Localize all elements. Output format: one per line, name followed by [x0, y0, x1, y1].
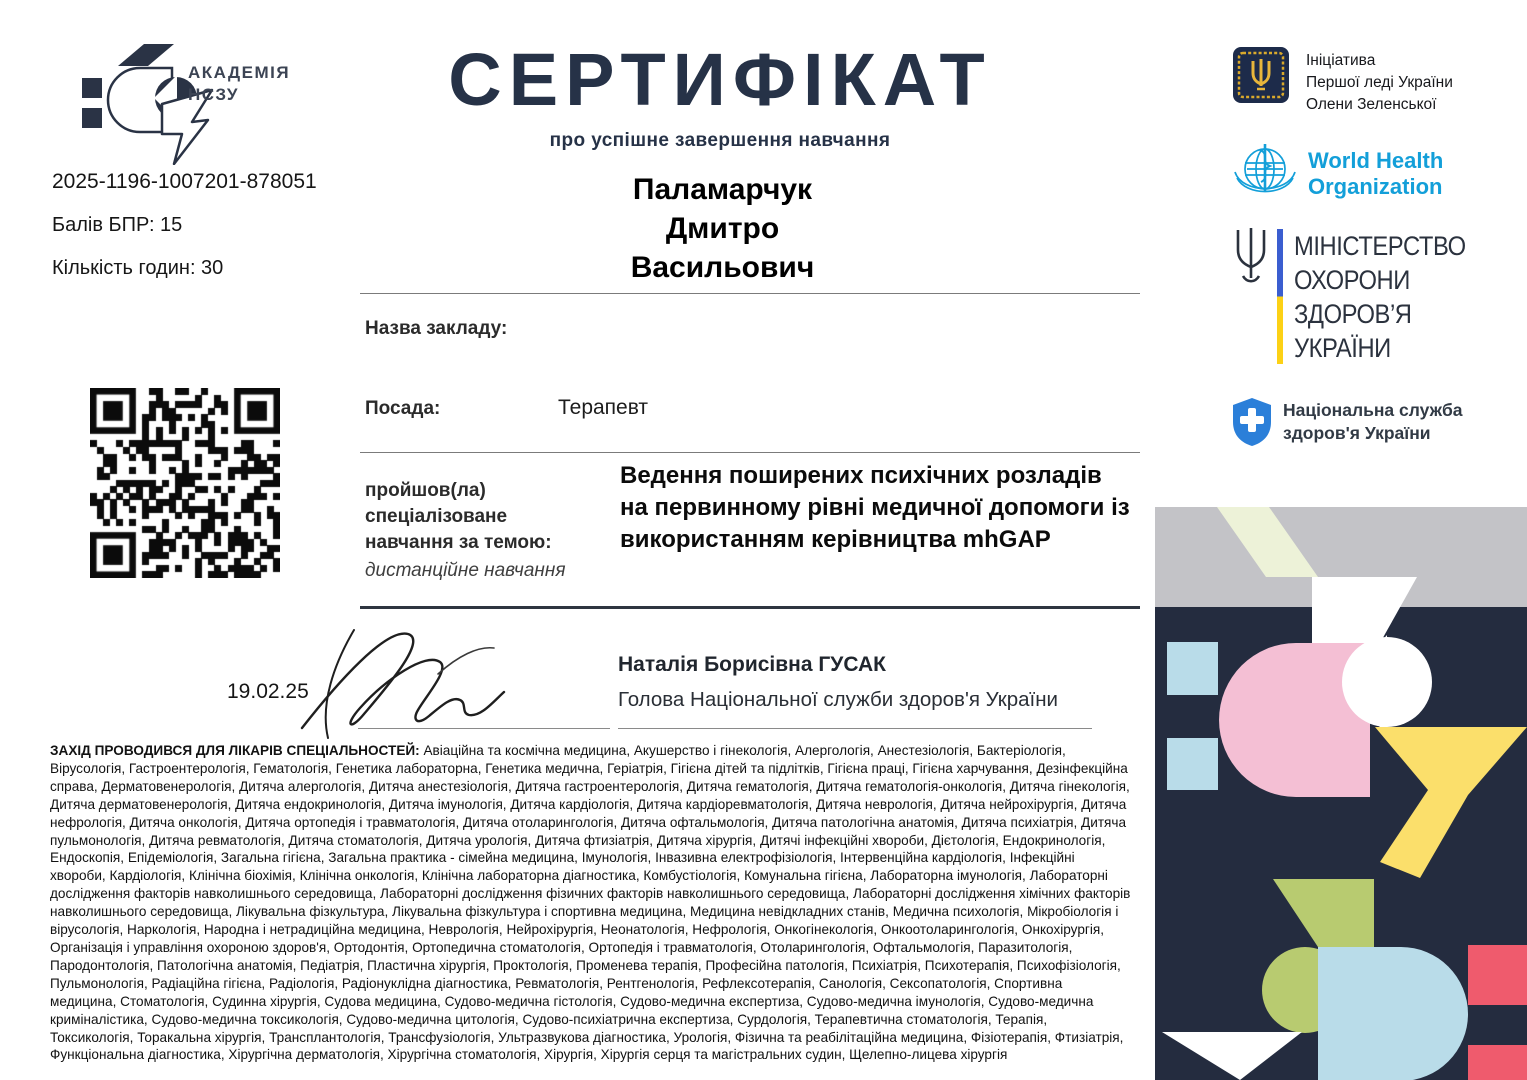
brand-artwork-graphic	[1155, 507, 1527, 1080]
who-emblem-icon	[1228, 136, 1302, 210]
academy-logo-text	[188, 62, 290, 106]
recipient-name	[440, 170, 1005, 287]
nszu-line2: здоров'я України	[1283, 423, 1431, 443]
moh-logo-text	[1294, 229, 1466, 365]
first-lady-line3: Олени Зеленської	[1306, 96, 1437, 113]
bpr-points: Балів БПР: 15	[52, 214, 183, 236]
signature-underline	[358, 728, 610, 729]
divider-under-name	[360, 293, 1140, 294]
divider-under-position	[360, 452, 1140, 453]
specialties-paragraph	[50, 742, 1132, 1064]
training-label: пройшов(ла) спеціалізоване навчання за темою:	[365, 480, 552, 553]
brand-artwork	[1155, 507, 1527, 1080]
moh-trident-icon	[1230, 226, 1272, 292]
qr-code	[90, 388, 280, 583]
first-lady-line1: Ініціатива	[1306, 52, 1376, 69]
nszu-logo-text	[1283, 399, 1463, 445]
recipient-first-name: Дмитро	[665, 212, 780, 245]
academy-logo-line2: НСЗУ	[188, 85, 239, 104]
certificate-title: СЕРТИФІКАТ	[448, 38, 992, 121]
moh-line2: ОХОРОНИ	[1294, 265, 1410, 295]
position-value: Терапевт	[558, 396, 649, 419]
specialties-list: Авіаційна та космічна медицина, Акушерство і гінекологія, Алергологія, Анестезіологія, Бактеріологія, Вірусологія, Гастроентерологія, Гематологія, Генетика лабораторна, Генетика медична, Геріатрія, Гігієна дітей та підлітків, Гігієна праці, Гігієна харчування, Дезінфекційна справа, Дерматовенерологія, Дитяча алергологія, Дитяча анестезіологія, Дитяча гастроентерологія, Дитяча гематологія, Дитяча гематологія-онкологія, Дитяча гінекологія, Дитяча дерматовенерологія, Дитяча ендокринологія, Дитяча імунологія, Дитяча кардіологія, Дитяча кардіоревматологія, Дитяча неврологія, Дитяча нейрохірургія, Дитяча нефрологія, Дитяча онкологія, Дитяча ортопедія і травматологія, Дитяча отоларингологія, Дитяча офтальмологія, Дитяча патологічна анатомія, Дитяча психіатрія, Дитяча пульмонологія, Дитяча ревматологія, Дитяча стоматологія, Дитяча урологія, Дитяча фтизіатрія, Дитяча хірургія, Дитячі інфекційні хвороби, Дієтологія, Ендокринологія, Ендоскопія, Епідеміологія, Загальна гігієна, Загальна практика - сімейна медицина, Імунологія, Інвазивна електрофізіологія, Інтервенційна кардіологія, Інфекційні хвороби, Кардіологія, Клінічна біохімія, Клінічна онкологія, Клінічна лабораторна діагностика, Комбустіологія, Комунальна гігієна, Лабораторна імунологія, Лабораторні дослідження факторів навколишнього середовища, Лабораторні дослідження фізичних факторів навколишнього середовища, Лабораторні дослідження хімічних факторів навколишнього середовища, Лікувальна фізкультура, Лікувальна фізкультура і спортивна медицина, Медицина невідкладних станів, Медична психологія, Мікробіологія і вірусологія, Наркологія, Народна і нетрадиційна медицина, Неврологія, Нейрохірургія, Неонатологія, Нефрологія, Онкогінекологія, Онкоотоларингологія, Онкохірургія, Організація і управління охороною здоров'я, Ортодонтія, Ортопедична стоматологія, Ортопедія і травматологія, Отоларингологія, Офтальмологія, Паразитологія, Пародонтологія, Патологічна анатомія, Педіатрія, Пластична хірургія, Проктологія, Променева терапія, Професійна патологія, Психіатрія, Психотерапія, Психофізіологія, Пульмонологія, Радіаційна гігієна, Радіологія, Радіонуклідна діагностика, Ревматологія, Рентгенологія, Рефлексотерапія, Санологія, Сексопатологія, Спортивна медицина, Стоматологія, Судинна хірургія, Судова медицина, Судово-медична гістологія, Судово-медична експертиза, Судово-медична імунологія, Судово-медична криміналістика, Судово-медична токсикологія, Судово-медична цитологія, Судово-психіатрична експертиза, Сурдологія, Терапевтична стоматологія, Терапія, Токсикологія, Торакальна хірургія, Трансплантологія, Трансфузіологія, Ультразвукова діагностика, Урологія, Фізична та реабілітаційна медицина, Фізіотерапія, Фтизіатрія, Функціональна діагностика, Хірургічна дерматологія, Хірургічна стоматологія, Хірургія, Хірургія серця та магістральних судин, Щелепно-лицева хірургія	[50, 743, 1131, 1063]
certificate-subtitle: про успішне завершення навчання	[549, 130, 891, 151]
institution-label: Назва закладу:	[365, 318, 508, 339]
moh-line4: УКРАЇНИ	[1294, 333, 1391, 363]
moh-flag-bar	[1277, 229, 1283, 364]
first-lady-logo-text	[1306, 50, 1453, 116]
signer-underline	[618, 728, 1092, 729]
specialties-lead: ЗАХІД ПРОВОДИВСЯ ДЛЯ ЛІКАРІВ СПЕЦІАЛЬНОСТЕЙ:	[50, 743, 420, 758]
first-lady-emblem-icon	[1232, 46, 1290, 104]
moh-line1: МІНІСТЕРСТВО	[1294, 231, 1466, 261]
signature-icon	[288, 616, 568, 741]
qr-code-canvas	[90, 388, 280, 578]
nszu-line1: Національна служба	[1283, 400, 1463, 420]
certificate-number: 2025-1196-1007201-878051	[52, 170, 317, 193]
hours-count: Кількість годин: 30	[52, 257, 224, 279]
training-mode: дистанційне навчання	[365, 560, 566, 581]
signer-title: Голова Національної служби здоров'я України	[618, 688, 1058, 711]
signature-date: 19.02.25	[227, 680, 309, 703]
who-logo-text	[1308, 148, 1443, 200]
divider-thick	[360, 606, 1140, 609]
recipient-middle-name: Васильович	[630, 251, 815, 284]
moh-line3: ЗДОРОВ’Я	[1294, 299, 1412, 329]
recipient-last-name: Паламарчук	[632, 173, 813, 206]
who-line1: World Health	[1308, 148, 1444, 173]
signer-name: Наталія Борисівна ГУСАК	[618, 653, 886, 676]
nszu-shield-icon	[1231, 397, 1273, 447]
position-label: Посада:	[365, 398, 441, 419]
first-lady-line2: Першої леді України	[1306, 74, 1453, 91]
course-title: Ведення поширених психічних розладів на первинному рівні медичної допомоги із використанням керівництва mhGAP	[620, 462, 1130, 553]
academy-logo-line1: АКАДЕМІЯ	[188, 63, 291, 82]
who-line2: Organization	[1308, 174, 1443, 199]
